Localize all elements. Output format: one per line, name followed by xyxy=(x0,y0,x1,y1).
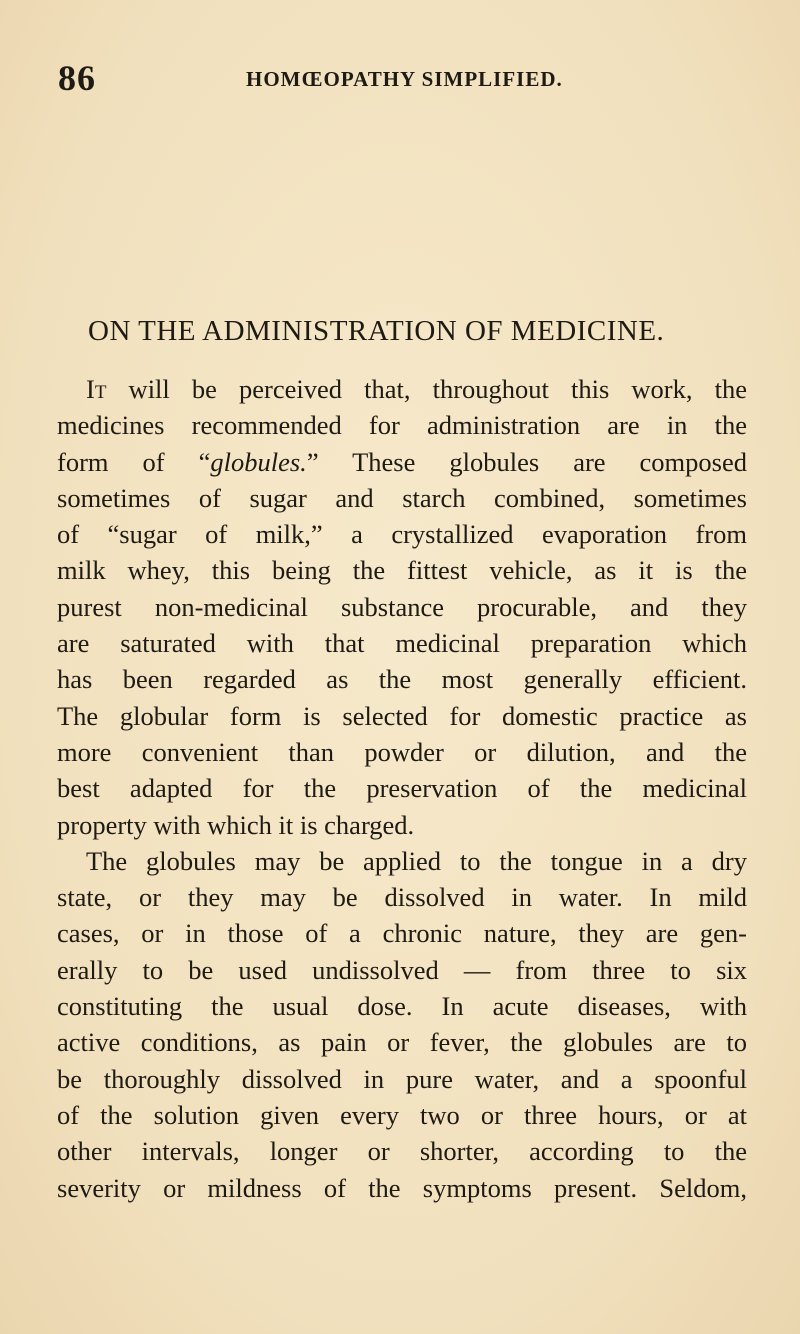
text-line: has been regarded as the most generally efficient. xyxy=(57,664,747,695)
body-text xyxy=(57,371,747,1206)
text-line: are saturated with that medicinal preparation which xyxy=(57,628,747,659)
text-line: other intervals, longer or shorter, according to the xyxy=(57,1136,747,1167)
page-number: 86 xyxy=(58,58,96,98)
text-line: of the solution given every two or three hours, or at xyxy=(57,1099,747,1130)
text-line: active conditions, as pain or fever, the globules are to xyxy=(57,1027,747,1058)
text-line: more convenient than powder or dilution, and the xyxy=(57,736,747,767)
text-line: form of “globules.” These globules are composed xyxy=(57,446,747,477)
text-line: medicines recommended for administration are in the xyxy=(57,410,747,441)
text-line: be thoroughly dissolved in pure water, and a spoonful xyxy=(57,1063,747,1094)
section-title: ON THE ADMINISTRATION OF MEDICINE. xyxy=(88,315,665,347)
text-line: sometimes of sugar and starch combined, sometimes xyxy=(57,482,747,513)
text-line: It will be perceived that, throughout this work, the xyxy=(86,374,747,404)
text-line: milk whey, this being the fittest vehicle, as it is the xyxy=(57,555,747,586)
text-line: The globular form is selected for domestic practice as xyxy=(57,700,747,731)
lead-word: It xyxy=(86,374,107,404)
text-line: severity or mildness of the symptoms present. Seldom, xyxy=(57,1172,747,1203)
running-head: HOMŒOPATHY SIMPLIFIED. xyxy=(246,67,563,91)
text-line: property with which it is charged. xyxy=(57,809,415,840)
text-line: best adapted for the preservation of the medicinal xyxy=(57,773,747,804)
text-line: erally to be used undissolved — from three to six xyxy=(57,954,747,985)
text-line: The globules may be applied to the tongue in a dry xyxy=(86,845,747,876)
text-line: constituting the usual dose. In acute diseases, with xyxy=(57,991,747,1022)
emphasis: globules. xyxy=(210,446,307,477)
text-line: state, or they may be dissolved in water. In mild xyxy=(57,882,747,913)
text-line: purest non-medicinal substance procurable, and they xyxy=(57,591,747,622)
text-line: cases, or in those of a chronic nature, they are gen- xyxy=(57,918,747,949)
text-line: of “sugar of milk,” a crystallized evaporation from xyxy=(57,519,747,550)
